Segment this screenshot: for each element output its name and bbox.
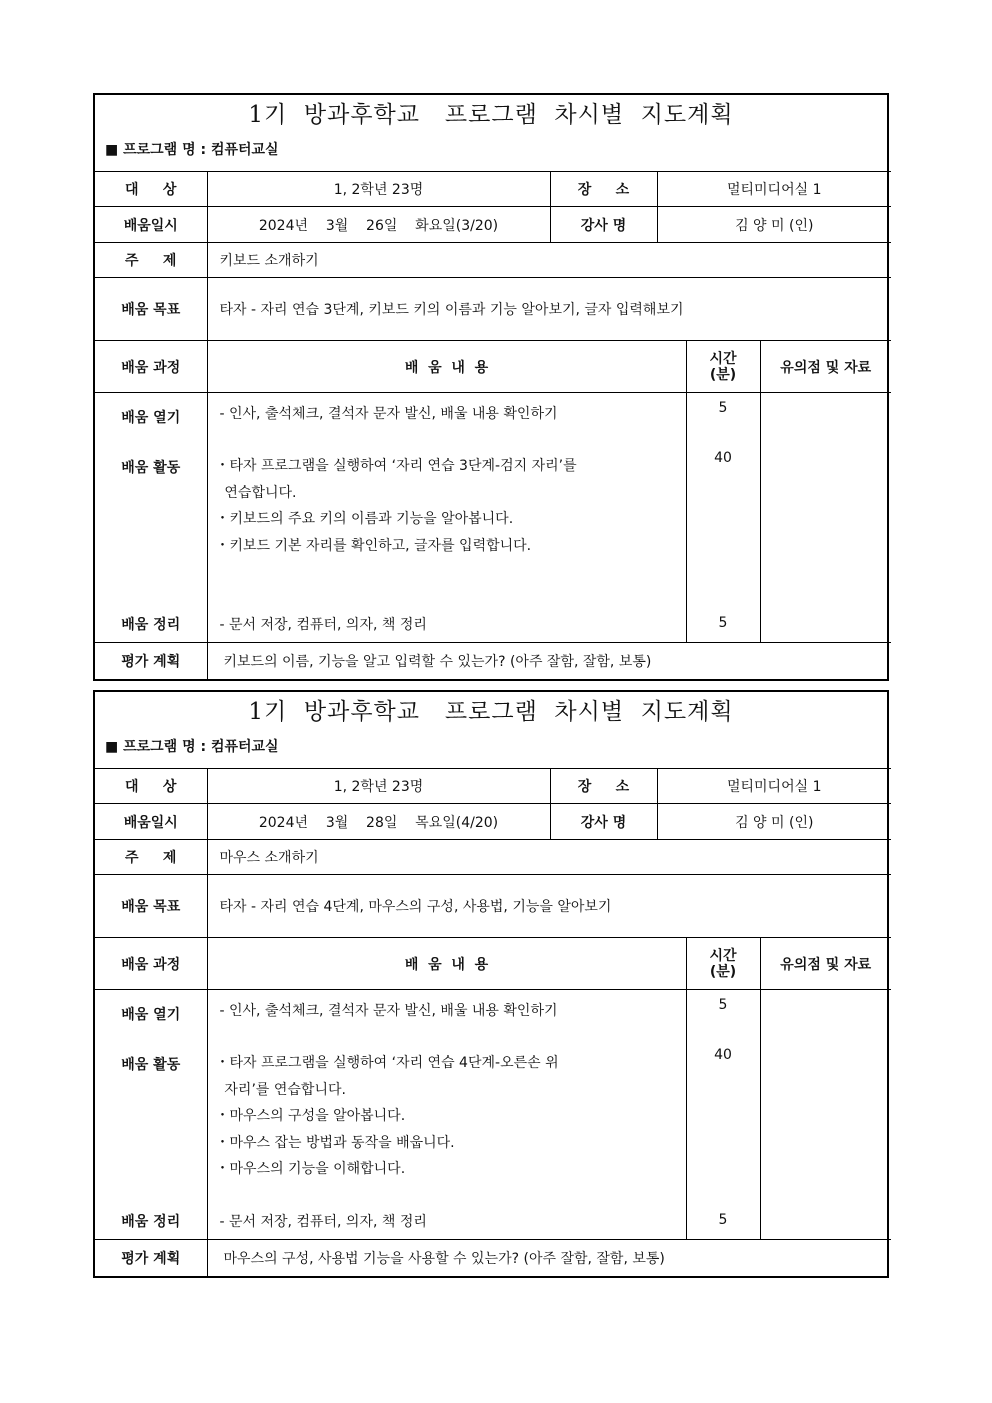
lesson-plan-1 — [93, 93, 889, 681]
content-activity-list — [216, 453, 577, 559]
content-open: - 인사, 출석체크, 결석자 문자 발신, 배울 내용 확인하기 — [219, 1003, 558, 1019]
time-header-unit: (분) — [709, 963, 737, 980]
plan-title: 1기 방과후학교 프로그램 차시별 지도계획 — [248, 102, 734, 128]
target-value: 1, 2학년 23명 — [207, 172, 550, 207]
time-header-top: 시간 — [709, 350, 737, 367]
instructor-value: 김 양 미 (인) — [657, 804, 891, 840]
stage-activity: 배움 활동 — [121, 1057, 181, 1073]
eval-label: 평가 계획 — [95, 643, 207, 679]
time-activity: 40 — [714, 450, 732, 466]
time-values — [686, 990, 760, 1240]
content-activity-item: ・마우스의 기능을 이해합니다. — [215, 1161, 406, 1177]
goal-value: 타자 - 자리 연습 3단계, 키보드 키의 이름과 기능 알아보기, 글자 입력해보기 — [207, 278, 891, 341]
stage-close: 배움 정리 — [121, 617, 181, 633]
topic-label: 주 제 — [95, 243, 207, 278]
topic-label: 주 제 — [95, 840, 207, 875]
plan-table — [95, 768, 891, 1276]
place-label: 장 소 — [550, 172, 657, 207]
time-close: 5 — [718, 615, 728, 631]
notes-cell — [760, 393, 891, 643]
place-value: 멀티미디어실 1 — [657, 769, 891, 804]
time-values — [686, 393, 760, 643]
time-header — [686, 341, 760, 393]
content-activity-item: ・키보드 기본 자리를 확인하고, 글자를 입력합니다. — [215, 537, 532, 554]
content-activity-item: 자리’를 연습합니다. — [215, 1081, 346, 1098]
time-open: 5 — [718, 997, 728, 1013]
content-open: - 인사, 출석체크, 결석자 문자 발신, 배울 내용 확인하기 — [219, 406, 558, 422]
stage-open: 배움 열기 — [121, 1007, 181, 1023]
time-header-unit: (분) — [709, 366, 737, 383]
notes-header: 유의점 및 자료 — [760, 341, 891, 393]
time-header — [686, 938, 760, 990]
place-value: 멀티미디어실 1 — [657, 172, 891, 207]
content-activity-item: ・타자 프로그램을 실행하여 ‘자리 연습 4단계-오른손 위 — [215, 1055, 559, 1071]
content-activity-item: ・키보드의 주요 키의 이름과 기능을 알아봅니다. — [215, 511, 514, 527]
eval-value: 마우스의 구성, 사용법 기능을 사용할 수 있는가? (아주 잘함, 잘함, 보통) — [207, 1240, 891, 1276]
topic-value: 키보드 소개하기 — [207, 243, 891, 278]
place-label: 장 소 — [550, 769, 657, 804]
topic-value: 마우스 소개하기 — [207, 840, 891, 875]
program-name: ■ 프로그램 명 : 컴퓨터교실 — [105, 739, 279, 755]
lesson-content — [207, 393, 686, 643]
plan-title: 1기 방과후학교 프로그램 차시별 지도계획 — [248, 699, 734, 725]
instructor-value: 김 양 미 (인) — [657, 207, 891, 243]
target-label: 대 상 — [95, 172, 207, 207]
process-stages — [95, 393, 207, 643]
eval-value: 키보드의 이름, 기능을 알고 입력할 수 있는가? (아주 잘함, 잘함, 보통) — [207, 643, 891, 679]
lesson-plan-2 — [93, 690, 889, 1278]
process-stages — [95, 990, 207, 1240]
content-activity-item: 연습합니다. — [215, 484, 297, 501]
notes-header: 유의점 및 자료 — [760, 938, 891, 990]
time-header-top: 시간 — [709, 947, 737, 964]
plan-table — [95, 171, 891, 679]
date-label: 배움일시 — [95, 804, 207, 840]
eval-label: 평가 계획 — [95, 1240, 207, 1276]
instructor-label: 강사 명 — [550, 804, 657, 840]
content-activity-list — [216, 1050, 559, 1183]
content-header: 배 움 내 용 — [207, 341, 686, 393]
goal-value: 타자 - 자리 연습 4단계, 마우스의 구성, 사용법, 기능을 알아보기 — [207, 875, 891, 938]
process-header: 배움 과정 — [95, 341, 207, 393]
stage-close: 배움 정리 — [121, 1214, 181, 1230]
stage-activity: 배움 활동 — [121, 460, 181, 476]
date-value: 2024년 3월 26일 화요일(3/20) — [207, 207, 550, 243]
instructor-label: 강사 명 — [550, 207, 657, 243]
date-label: 배움일시 — [95, 207, 207, 243]
goal-label: 배움 목표 — [95, 278, 207, 341]
program-name: ■ 프로그램 명 : 컴퓨터교실 — [105, 142, 279, 158]
goal-label: 배움 목표 — [95, 875, 207, 938]
content-activity-item: ・마우스 잡는 방법과 동작을 배웁니다. — [215, 1134, 455, 1151]
target-value: 1, 2학년 23명 — [207, 769, 550, 804]
content-close: - 문서 저장, 컴퓨터, 의자, 책 정리 — [219, 617, 427, 633]
content-header: 배 움 내 용 — [207, 938, 686, 990]
lesson-content — [207, 990, 686, 1240]
content-close: - 문서 저장, 컴퓨터, 의자, 책 정리 — [219, 1214, 427, 1230]
time-activity: 40 — [714, 1047, 732, 1063]
time-close: 5 — [718, 1212, 728, 1228]
target-label: 대 상 — [95, 769, 207, 804]
content-activity-item: ・타자 프로그램을 실행하여 ‘자리 연습 3단계-검지 자리’를 — [215, 458, 577, 474]
date-value: 2024년 3월 28일 목요일(4/20) — [207, 804, 550, 840]
time-open: 5 — [718, 400, 728, 416]
stage-open: 배움 열기 — [121, 410, 181, 426]
process-header: 배움 과정 — [95, 938, 207, 990]
content-activity-item: ・마우스의 구성을 알아봅니다. — [215, 1108, 406, 1124]
notes-cell — [760, 990, 891, 1240]
